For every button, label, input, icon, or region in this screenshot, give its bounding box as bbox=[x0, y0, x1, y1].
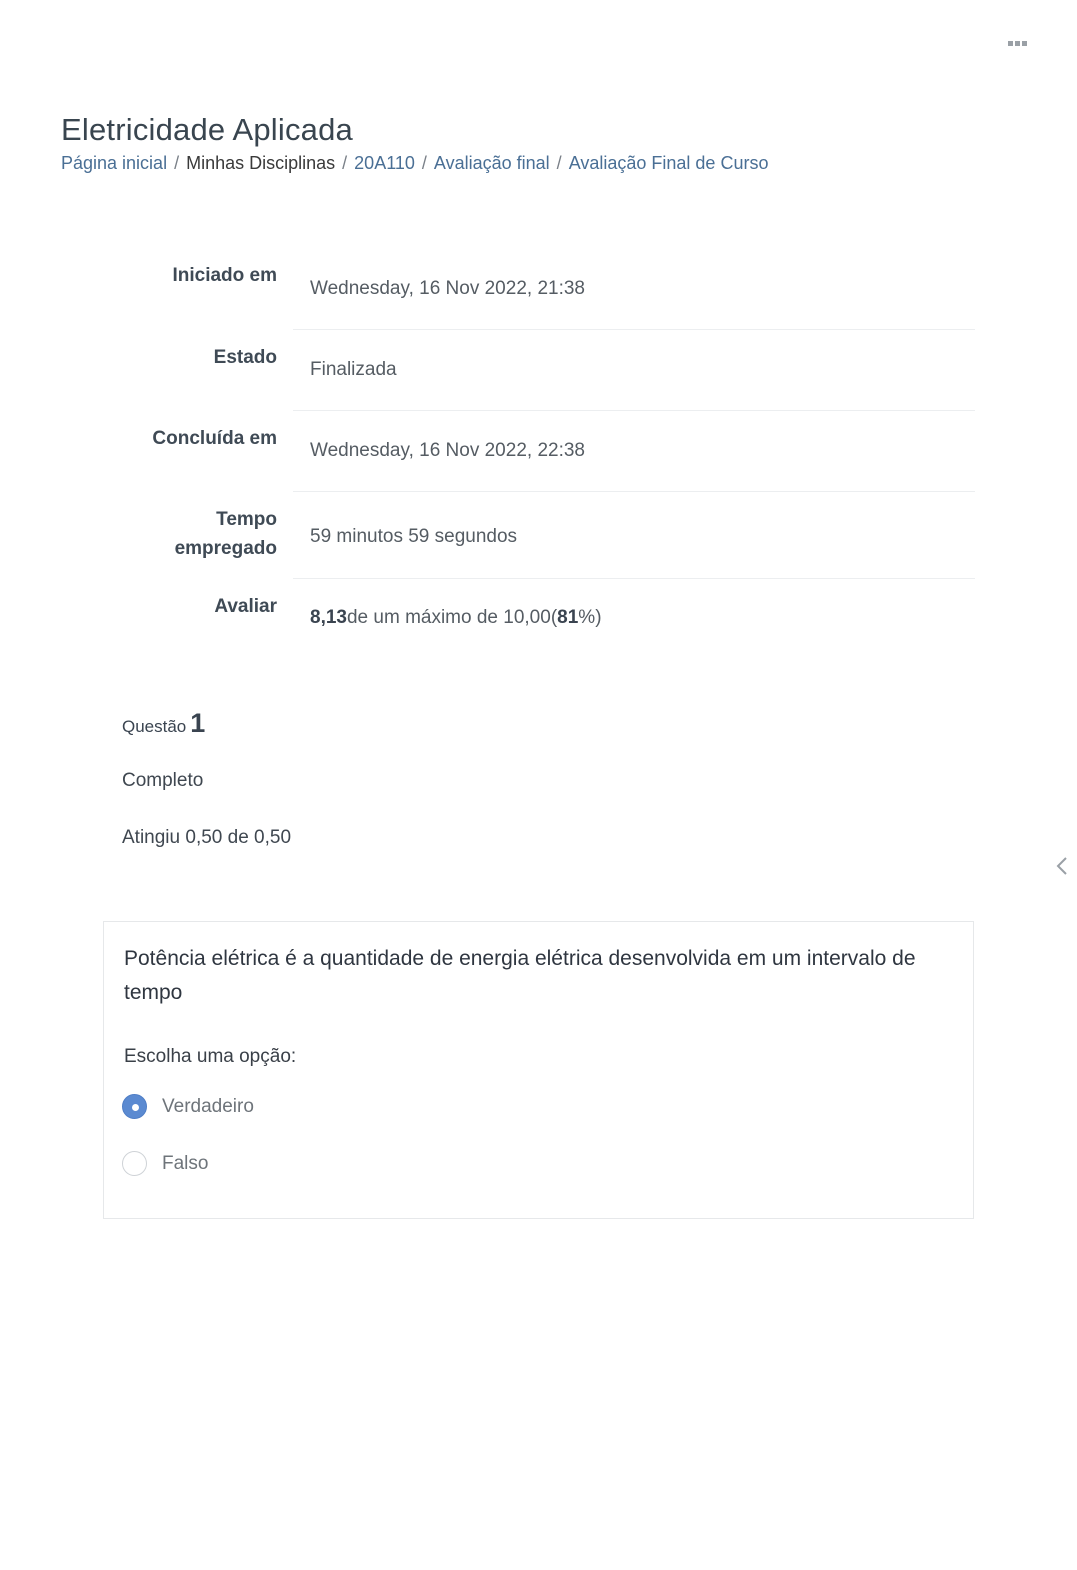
completed-label: Concluída em bbox=[152, 428, 277, 449]
time-value: 59 minutos 59 segundos bbox=[293, 492, 975, 579]
grade-percent: 81 bbox=[557, 607, 579, 628]
started-value: Wednesday, 16 Nov 2022, 21:38 bbox=[293, 248, 975, 330]
breadcrumb-separator: / bbox=[174, 153, 180, 173]
option-verdadeiro[interactable] bbox=[122, 1094, 254, 1119]
breadcrumb-my-courses: Minhas Disciplinas bbox=[186, 153, 336, 173]
more-options-icon[interactable] bbox=[1008, 41, 1027, 46]
breadcrumb bbox=[61, 153, 768, 174]
radio-selected-icon[interactable] bbox=[122, 1094, 147, 1119]
breadcrumb-quiz-link[interactable]: Avaliação Final de Curso bbox=[568, 153, 769, 173]
grade-score: 8,13 bbox=[310, 607, 347, 628]
breadcrumb-separator: / bbox=[556, 153, 562, 173]
summary-row-grade bbox=[100, 579, 975, 657]
question-prefix: Questão bbox=[122, 717, 187, 736]
summary-row-time bbox=[100, 492, 975, 579]
state-value: Finalizada bbox=[293, 330, 975, 411]
chevron-left-icon[interactable] bbox=[1053, 856, 1071, 876]
summary-row-started bbox=[100, 248, 975, 330]
state-label: Estado bbox=[213, 347, 277, 368]
breadcrumb-separator: / bbox=[421, 153, 427, 173]
option-falso[interactable] bbox=[122, 1151, 208, 1176]
attempt-summary-table bbox=[100, 248, 975, 657]
grade-label: Avaliar bbox=[214, 596, 277, 617]
grade-text: de um máximo de 10,00( bbox=[346, 607, 558, 628]
page-title: Eletricidade Aplicada bbox=[61, 112, 353, 147]
question-number-value: 1 bbox=[190, 708, 206, 738]
question-text: Potência elétrica é a quantidade de energia elétrica desenvolvida em um intervalo de tempo bbox=[124, 947, 916, 1004]
breadcrumb-home-link[interactable]: Página inicial bbox=[61, 153, 168, 173]
option-label: Falso bbox=[162, 1152, 209, 1174]
breadcrumb-course-link[interactable]: 20A110 bbox=[354, 153, 415, 173]
question-state: Completo bbox=[122, 770, 204, 791]
time-label bbox=[100, 492, 277, 579]
started-label: Iniciado em bbox=[172, 265, 277, 286]
grade-value bbox=[293, 579, 975, 657]
grade-suffix: %) bbox=[578, 607, 602, 628]
question-number bbox=[122, 708, 205, 739]
option-label: Verdadeiro bbox=[162, 1095, 254, 1117]
radio-unselected-icon[interactable] bbox=[122, 1151, 147, 1176]
time-label-line2: empregado bbox=[174, 538, 277, 559]
summary-row-state bbox=[100, 330, 975, 411]
question-prompt: Escolha uma opção: bbox=[124, 1046, 297, 1067]
breadcrumb-section-link[interactable]: Avaliação final bbox=[433, 153, 550, 173]
time-label-line1: Tempo bbox=[216, 509, 277, 530]
completed-value: Wednesday, 16 Nov 2022, 22:38 bbox=[293, 411, 975, 492]
question-box bbox=[103, 921, 974, 1219]
summary-row-completed bbox=[100, 411, 975, 492]
breadcrumb-separator: / bbox=[342, 153, 348, 173]
question-grade: Atingiu 0,50 de 0,50 bbox=[122, 827, 292, 848]
